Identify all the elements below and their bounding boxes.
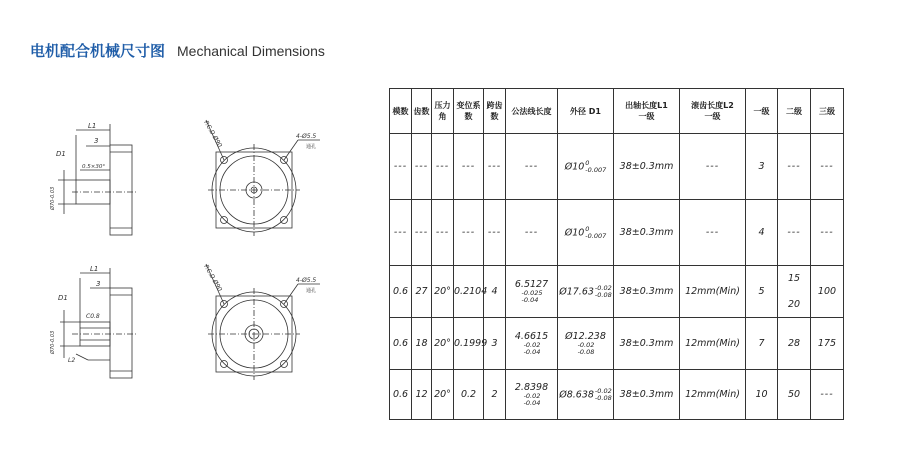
- cell-module: ---: [390, 134, 412, 200]
- header-hob-length: 滚齿长度L2 一级: [680, 89, 746, 134]
- drawing-svg: [28, 110, 378, 410]
- spec-table: [389, 88, 844, 420]
- header-span-teeth: 跨齿数: [484, 89, 506, 134]
- top-chamfer-label: 0.5×30°: [82, 164, 106, 170]
- bottom-holes-note: 通孔: [306, 288, 317, 294]
- title-chinese: 电机配合机械尺寸图: [30, 42, 166, 60]
- wk-lower-tol: -0.04: [523, 399, 541, 407]
- wk-lower-tol: -0.04: [523, 348, 541, 356]
- od-base: Ø12.238: [565, 331, 606, 342]
- table-row: [390, 266, 844, 318]
- title-english: Mechanical Dimensions: [177, 43, 325, 59]
- stage-2-lower: 20: [787, 298, 801, 310]
- cell-module: 0.6: [390, 266, 412, 318]
- cell-teeth: ---: [412, 134, 432, 200]
- cell-outer-diameter: [558, 200, 614, 266]
- table-row: [390, 134, 844, 200]
- top-holes-note: 通孔: [306, 144, 317, 150]
- wk-lower-tol: -0.04: [521, 296, 539, 304]
- bottom-l1-label: L1: [90, 265, 99, 273]
- cell-shaft-length: 38±0.3mm: [614, 134, 680, 200]
- cell-hob-length: ---: [680, 134, 746, 200]
- cell-span-teeth: 3: [484, 318, 506, 370]
- cell-shaft-length: 38±0.3mm: [614, 370, 680, 420]
- wk-upper-tol: -0.02: [523, 341, 541, 349]
- mechanical-drawings: [28, 110, 378, 410]
- header-shift-coeff: 变位系数: [454, 89, 484, 134]
- top-d1-label: D1: [56, 150, 66, 158]
- cell-outer-diameter: [558, 266, 614, 318]
- cell-span-teeth: ---: [484, 134, 506, 200]
- cell-hob-length: 12mm(Min): [680, 266, 746, 318]
- cell-teeth: 27: [412, 266, 432, 318]
- od-base: Ø8.638: [559, 389, 594, 400]
- cell-stage-2: 28: [778, 318, 811, 370]
- od-base: Ø17.63: [559, 286, 594, 297]
- table-row: [390, 370, 844, 420]
- cell-stage-2: ---: [778, 134, 811, 200]
- top-l1-label: L1: [88, 122, 97, 130]
- header-pressure-angle: 压力角: [432, 89, 454, 134]
- bottom-c08-label: C0.8: [86, 313, 100, 320]
- cell-shift-coeff: 0.2104: [454, 266, 484, 318]
- wk-upper-tol: -0.025: [521, 289, 543, 297]
- cell-outer-diameter: [558, 318, 614, 370]
- header-stage-1: 一级: [746, 89, 778, 134]
- cell-span-length: ---: [506, 134, 558, 200]
- cell-stage-3: ---: [811, 370, 844, 420]
- cell-shift-coeff: ---: [454, 134, 484, 200]
- od-lower-tol: -0.08: [594, 393, 612, 402]
- cell-teeth: 12: [412, 370, 432, 420]
- cell-shift-coeff: ---: [454, 200, 484, 266]
- cell-pressure-angle: 20°: [432, 318, 454, 370]
- cell-span-length: ---: [506, 200, 558, 266]
- cell-stage-1: 3: [746, 134, 778, 200]
- od-base: Ø10: [564, 161, 585, 172]
- table-header-row: [390, 89, 844, 134]
- cell-stage-3: 175: [811, 318, 844, 370]
- wk-base: 4.6615: [514, 331, 549, 342]
- cell-pressure-angle: ---: [432, 134, 454, 200]
- cell-shaft-length: 38±0.3mm: [614, 200, 680, 266]
- cell-stage-2: ---: [778, 200, 811, 266]
- cell-stage-1: 5: [746, 266, 778, 318]
- cell-span-teeth: ---: [484, 200, 506, 266]
- top-three-label: 3: [94, 137, 99, 145]
- cell-span-length: [506, 318, 558, 370]
- page-title: [30, 40, 325, 61]
- cell-pressure-angle: 20°: [432, 370, 454, 420]
- cell-hob-length: ---: [680, 200, 746, 266]
- header-teeth: 齿数: [412, 89, 432, 134]
- od-upper-tol: -0.02: [594, 283, 612, 292]
- cell-stage-2: [778, 266, 811, 318]
- header-outer-diameter: 外径 D1: [558, 89, 614, 134]
- cell-shaft-length: 38±0.3mm: [614, 318, 680, 370]
- cell-teeth: ---: [412, 200, 432, 266]
- cell-outer-diameter: [558, 370, 614, 420]
- cell-outer-diameter: [558, 134, 614, 200]
- bottom-l2-label: L2: [68, 357, 76, 364]
- table-row: [390, 200, 844, 266]
- cell-pressure-angle: 20°: [432, 266, 454, 318]
- cell-stage-1: 10: [746, 370, 778, 420]
- stage-2-upper: 15: [787, 273, 801, 285]
- top-phi70-label: Ø70-0.03: [50, 186, 56, 210]
- cell-stage-1: 7: [746, 318, 778, 370]
- wk-base: 2.8398: [514, 382, 549, 393]
- header-shaft-length: 出轴长度L1 一级: [614, 89, 680, 134]
- cell-module: 0.6: [390, 318, 412, 370]
- od-lower-tol: -0.08: [594, 290, 612, 299]
- od-upper-tol: -0.02: [577, 341, 595, 349]
- header-stage-2: 二级: [778, 89, 811, 134]
- table-row: [390, 318, 844, 370]
- wk-base: 6.5127: [514, 279, 549, 290]
- od-base: Ø10: [564, 227, 585, 238]
- bottom-holes-label: 4-Ø5.5: [296, 277, 317, 284]
- top-holes-label: 4-Ø5.5: [296, 133, 317, 140]
- wk-upper-tol: -0.02: [523, 392, 541, 400]
- cell-hob-length: 12mm(Min): [680, 370, 746, 420]
- cell-shift-coeff: 0.1999: [454, 318, 484, 370]
- cell-module: ---: [390, 200, 412, 266]
- bottom-phi70-label: Ø70-0.03: [50, 330, 56, 354]
- top-pcd-label: P.C.D Ø90: [202, 119, 224, 149]
- od-lower-tol: -0.007: [585, 231, 607, 240]
- od-lower-tol: -0.007: [585, 165, 607, 174]
- header-stage-3: 三级: [811, 89, 844, 134]
- cell-span-teeth: 4: [484, 266, 506, 318]
- cell-stage-3: ---: [811, 134, 844, 200]
- cell-stage-2: 50: [778, 370, 811, 420]
- header-module: 模数: [390, 89, 412, 134]
- od-lower-tol: -0.08: [577, 348, 595, 356]
- bottom-three-label: 3: [96, 280, 101, 288]
- od-upper-tol: 0: [585, 158, 590, 167]
- bottom-pcd-label: P.C.D Ø90: [202, 263, 224, 293]
- cell-span-length: [506, 370, 558, 420]
- cell-stage-3: ---: [811, 200, 844, 266]
- cell-shift-coeff: 0.2: [454, 370, 484, 420]
- cell-module: 0.6: [390, 370, 412, 420]
- cell-span-teeth: 2: [484, 370, 506, 420]
- cell-teeth: 18: [412, 318, 432, 370]
- header-span-length: 公法线长度: [506, 89, 558, 134]
- cell-span-length: [506, 266, 558, 318]
- bottom-d1-label: D1: [58, 294, 68, 302]
- cell-shaft-length: 38±0.3mm: [614, 266, 680, 318]
- cell-stage-1: 4: [746, 200, 778, 266]
- cell-pressure-angle: ---: [432, 200, 454, 266]
- od-upper-tol: -0.02: [594, 386, 612, 395]
- od-upper-tol: 0: [585, 224, 590, 233]
- cell-hob-length: 12mm(Min): [680, 318, 746, 370]
- cell-stage-3: 100: [811, 266, 844, 318]
